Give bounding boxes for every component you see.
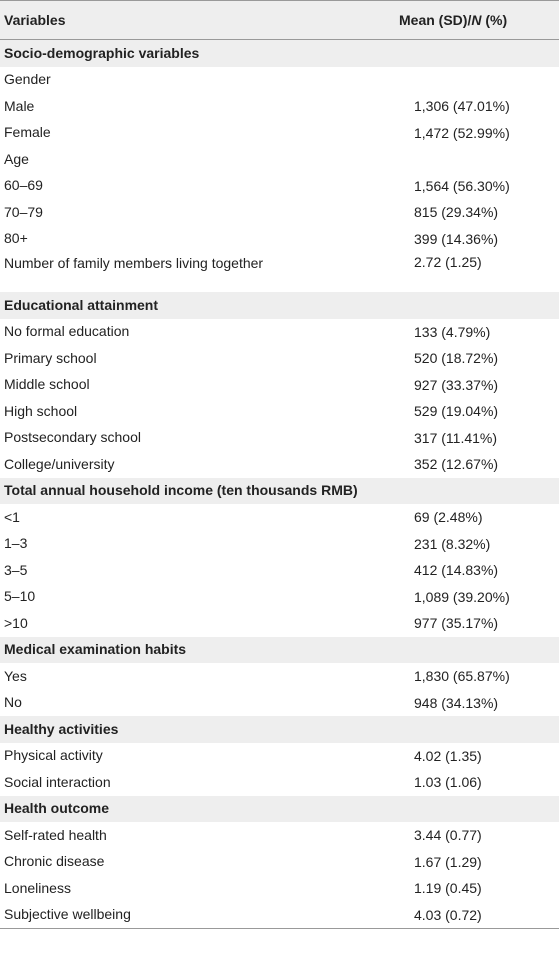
row-value: 927 (33.37%) [414,376,499,393]
section-row [0,716,559,743]
row-value: 1.03 (1.06) [414,774,482,791]
row-label: Total annual household income (ten thousands RMB) [4,482,358,499]
row-value: 1,564 (56.30%) [414,177,510,194]
row-value: 69 (2.48%) [414,509,483,526]
table-row [0,557,559,584]
row-value: 1,089 (39.20%) [414,588,510,605]
row-value: 815 (29.34%) [414,204,499,221]
table-row [0,504,559,531]
table-row [0,425,559,452]
row-label: Physical activity [4,747,103,764]
row-label: Chronic disease [4,853,105,870]
table-row [0,769,559,796]
table-row [0,743,559,770]
table-row [0,372,559,399]
table-row [0,252,559,292]
table-row [0,93,559,120]
section-row [0,292,559,319]
section-row [0,478,559,505]
row-label: 5–10 [4,588,36,605]
section-row [0,796,559,823]
table-row [0,875,559,902]
table-header [0,0,559,40]
table-row [0,345,559,372]
table-row [0,199,559,226]
row-value: 412 (14.83%) [414,562,499,579]
table-row [0,849,559,876]
row-value: 1.67 (1.29) [414,853,482,870]
row-value: 4.02 (1.35) [414,747,482,764]
row-value: 317 (11.41%) [414,429,498,446]
table-row [0,531,559,558]
row-label: 70–79 [4,203,43,220]
table-row [0,398,559,425]
table-row [0,822,559,849]
row-label: Loneliness [4,879,71,896]
table-row [0,451,559,478]
row-value: 352 (12.67%) [414,456,499,473]
row-value: 1,472 (52.99%) [414,124,510,141]
row-label: No formal education [4,323,130,340]
table-row [0,663,559,690]
row-label: Male [4,97,35,114]
row-label: Medical examination habits [4,641,187,658]
row-label: Yes [4,667,27,684]
table-row [0,690,559,717]
section-row [0,40,559,67]
row-label: 60–69 [4,177,43,194]
row-value: 399 (14.36%) [414,230,499,247]
row-value: 529 (19.04%) [414,403,499,420]
row-value: 1,306 (47.01%) [414,98,510,115]
row-value: 977 (35.17%) [414,615,499,632]
row-value: 3.44 (0.77) [414,827,482,844]
table-row [0,173,559,200]
row-value: 2.72 (1.25) [414,254,482,270]
row-label: Gender [4,71,51,88]
row-label: 1–3 [4,535,28,552]
row-value: 1.19 (0.45) [414,880,482,897]
row-value: 231 (8.32%) [414,535,491,552]
row-label: Postsecondary school [4,429,141,446]
row-label: Educational attainment [4,296,159,313]
table-row [0,584,559,611]
row-label: 3–5 [4,561,28,578]
row-label: No [4,694,22,711]
row-label: Healthy activities [4,720,119,737]
table-row [0,120,559,147]
row-label: Age [4,150,29,167]
table-row [0,319,559,346]
row-value: 520 (18.72%) [414,350,499,367]
row-label: Health outcome [4,800,110,817]
table-row [0,226,559,253]
section-row [0,637,559,664]
row-label: Middle school [4,376,90,393]
row-label: Social interaction [4,773,111,790]
row-value: 948 (34.13%) [414,694,499,711]
row-value: 133 (4.79%) [414,323,491,340]
row-label: College/university [4,455,115,472]
table-row [0,146,559,173]
row-label: <1 [4,508,20,525]
row-label: Self-rated health [4,826,107,843]
header-variables: Variables [4,11,66,28]
header-mean: Mean (SD)/N (%) [399,12,508,28]
row-value: 4.03 (0.72) [414,906,482,923]
row-label: Socio-demographic variables [4,44,200,61]
row-label: 80+ [4,230,28,247]
row-label: Number of family members living together [4,255,264,271]
row-label: Female [4,124,51,141]
row-label: High school [4,402,78,419]
row-label: >10 [4,614,28,631]
row-value: 1,830 (65.87%) [414,668,510,685]
table-body [0,40,559,929]
row-label: Primary school [4,349,97,366]
table-row [0,610,559,637]
table-row [0,67,559,94]
table-row [0,902,559,930]
row-label: Subjective wellbeing [4,906,131,923]
